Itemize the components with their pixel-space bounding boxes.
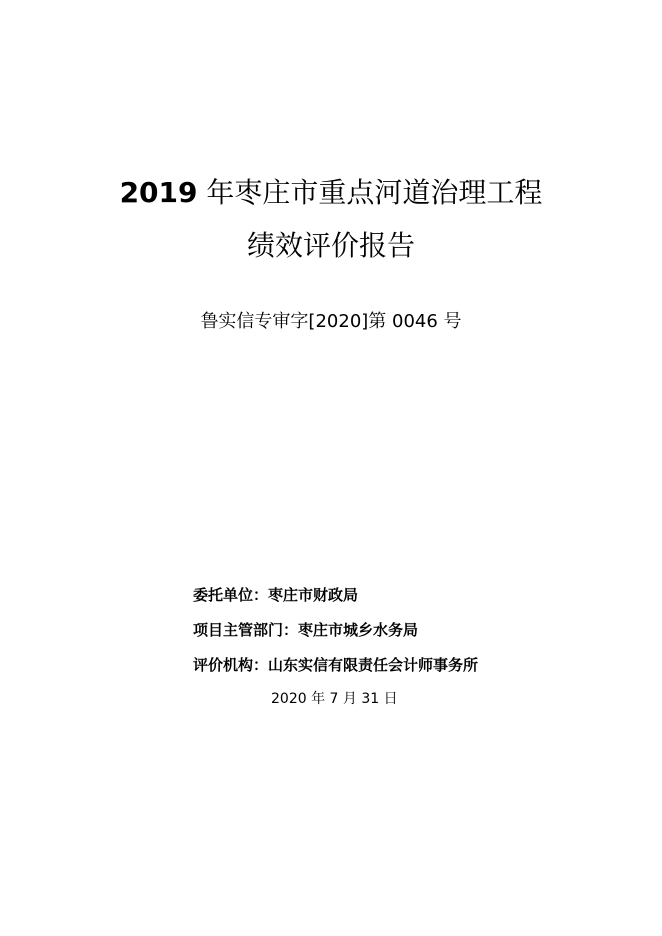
title-year: 2019 — [119, 176, 198, 209]
client-label: 委托单位： — [193, 586, 269, 604]
report-date: 2020 年 7 月 31 日 — [271, 691, 398, 707]
title-line1-text: 年枣庄市重点河道治理工程 — [197, 176, 543, 209]
report-title-line2: 绩效评价报告 — [246, 229, 415, 262]
report-title-line1 — [0, 176, 662, 210]
document-number: 鲁实信专审字[2020]第 0046 号 — [200, 311, 462, 332]
department-line — [193, 620, 418, 640]
evaluator-line — [193, 655, 478, 675]
evaluator-value: 山东实信有限责任会计师事务所 — [268, 656, 479, 674]
evaluator-label: 评价机构： — [193, 656, 269, 674]
client-line — [193, 585, 358, 605]
client-value: 枣庄市财政局 — [268, 586, 359, 604]
department-value: 枣庄市城乡水务局 — [298, 621, 419, 639]
department-label: 项目主管部门： — [193, 621, 299, 639]
